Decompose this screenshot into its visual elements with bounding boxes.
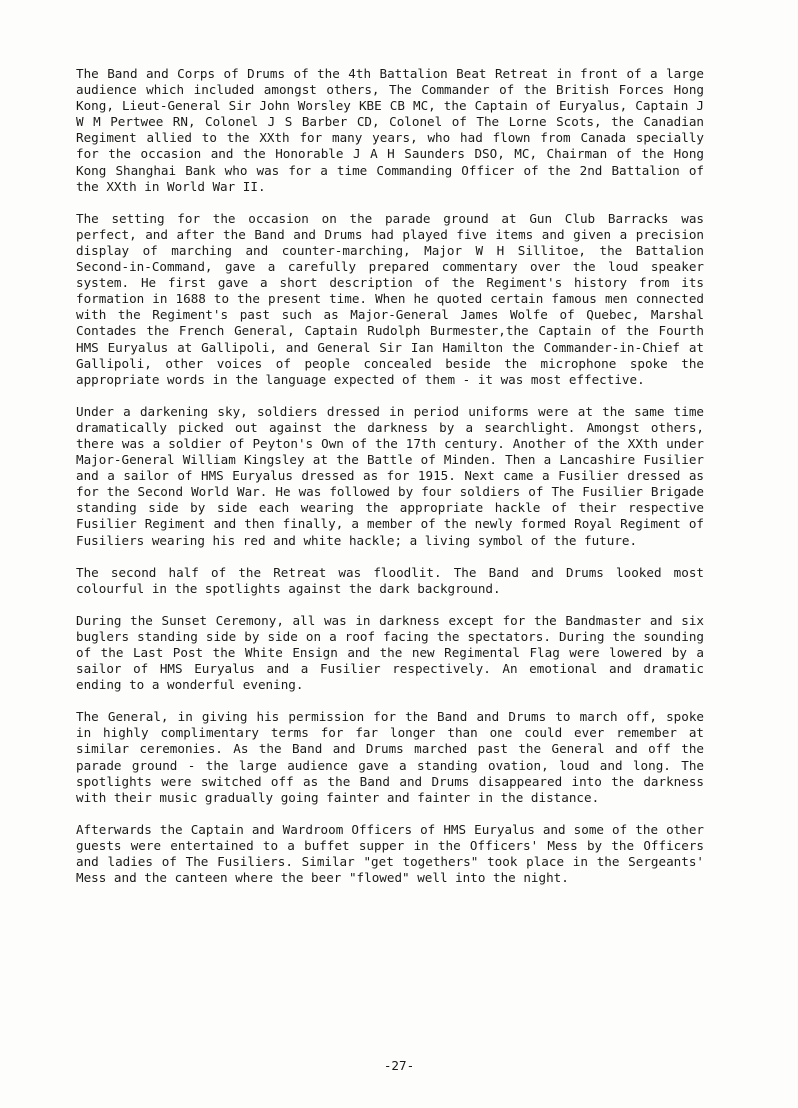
paragraph-parade-ground-commentary: The setting for the occasion on the parade ground at Gun Club Barracks was perfect, and after the Band and Drums had played five items and given a precision display of marching and counter-marching, Major W H Sillitoe, the Battalion Second-in-Command, gave a carefully prepared commentary over the loud speaker system. He first gave a short description of the Regiment's history from its formation in 1688 to the present time. When he quoted certain famous men connected with the Regiment's past such as Major-General James Wolfe of Quebec, Marshal Contades the French General, Captain Rudolph Burmester,the Captain of the Fourth HMS Euryalus at Gallipoli, and General Sir Ian Hamilton the Commander-in-Chief at Gallipoli, other voices of people concealed beside the microphone spoke the appropriate words in the language expected of them - it was most effective. <box>76 210 704 387</box>
body-text <box>76 66 704 886</box>
page-number: -27- <box>383 1058 415 1073</box>
paragraph-march-off: The General, in giving his permission for the Band and Drums to march off, spoke in highly complimentary terms for far longer than one could ever remember at similar ceremonies. As the Band and Drums marched past the General and off the parade ground - the large audience gave a standing ovation, loud and long. The spotlights were switched off as the Band and Drums disappeared into the darkness with their music gradually going fainter and fainter in the distance. <box>76 709 704 805</box>
paragraph-sunset-ceremony: During the Sunset Ceremony, all was in darkness except for the Bandmaster and six buglers standing side by side on a roof facing the spectators. During the sounding of the Last Post the White Ensign and the new Regimental Flag were lowered by a sailor of HMS Euryalus and a Fusilier respectively. An emotional and dramatic ending to a wonderful evening. <box>76 612 704 693</box>
paragraph-beat-retreat-audience: The Band and Corps of Drums of the 4th Battalion Beat Retreat in front of a large audience which included amongst others, The Commander of the British Forces Hong Kong, Lieut-General Sir John Worsley KBE CB MC, the Captain of Euryalus, Captain J W M Pertwee RN, Colonel J S Barber CD, Colonel of The Lorne Scots, the Canadian Regiment allied to the XXth for many years, who had flown from Canada specially for the occasion and the Honorable J A H Saunders DSO, MC, Chairman of the Hong Kong Shanghai Bank who was for a time Commanding Officer of the 2nd Battalion of the XXth in World War II. <box>76 66 704 194</box>
paragraph-period-uniforms: Under a darkening sky, soldiers dressed in period uniforms were at the same time dramatically picked out against the darkness by a searchlight. Amongst others, there was a soldier of Peyton's Own of the 17th century. Another of the XXth under Major-General William Kingsley at the Battle of Minden. Then a Lancashire Fusilier and a sailor of HMS Euryalus dressed as for 1915. Next came a Fusilier dressed as for the Second World War. He was followed by four soldiers of The Fusilier Brigade standing side by side each wearing the appropriate hackle of their respective Fusilier Regiment and then finally, a member of the newly formed Royal Regiment of Fusiliers wearing his red and white hackle; a living symbol of the future. <box>76 403 704 548</box>
paragraph-buffet-supper: Afterwards the Captain and Wardroom Officers of HMS Euryalus and some of the other guests were entertained to a buffet supper in the Officers' Mess by the Officers and ladies of The Fusiliers. Similar "get togethers" took place in the Sergeants' Mess and the canteen where the beer "flowed" well into the night. <box>76 821 704 886</box>
paragraph-floodlit-retreat: The second half of the Retreat was floodlit. The Band and Drums looked most colourful in the spotlights against the dark background. <box>76 564 704 596</box>
